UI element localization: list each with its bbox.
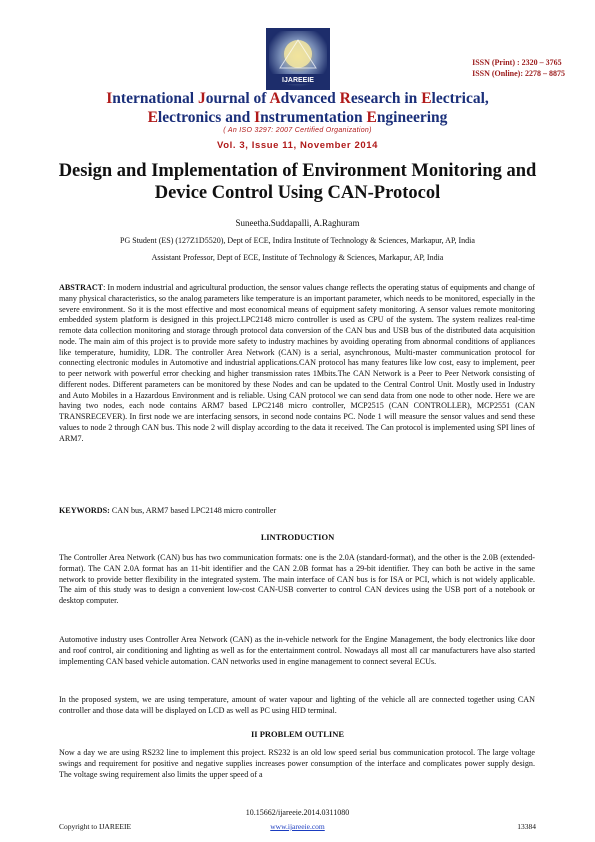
keywords-label: KEYWORDS: [59,506,110,515]
paper-title: Design and Implementation of Environment Monitoring and Device Control Using CAN-Protocol [58,161,537,203]
affiliation-1: PG Student (ES) (127Z1D5520), Dept of ECE, Indira Institute of Technology & Sciences, Markapur, AP, India [120,236,475,245]
page-number: 13384 [517,822,536,831]
paper-authors: Suneetha.Suddapalli, A.Raghuram [235,218,360,228]
website-link[interactable]: www.ijareeie.com [270,822,325,831]
iso-certification: ( An ISO 3297: 2007 Certified Organization) [223,127,372,134]
volume-issue: Vol. 3, Issue 11, November 2014 [216,140,378,151]
issn-online: ISSN (Online): 2278 – 8875 [472,69,565,78]
keywords-text: CAN bus, ARM7 based LPC2148 micro controller [109,506,277,515]
doi: 10.15662/ijareeie.2014.0311080 [245,808,350,817]
problem-paragraph-1: Now a day we are using RS232 line to implement this project. RS232 is an old low speed serial bus communication protocol. The large voltage swings and requirement for positive and negative supplies increases power consumption of the interface and complicates power supply design. The voltage swing requirement also limits the upper speed of a [59,748,535,779]
intro-paragraph-1: The Controller Area Network (CAN) bus has two communication formats: one is the 2.0A (standard-format), and the other is the 2.0B (extended-format). The CAN 2.0A format has an 11-bit identifier and the CAN 2.0B format has a 29-bit identifier. They can both be active in the same network to provide better flexibility in the integrated system. The main interface of CAN bus is for ISA or PCI, which is not widely applicable. The aim of this study was to design a convenient low-cost CAN-USB converter to control CAN devices using the USB port of a notebook or desktop computer. [59,553,535,605]
section-heading-problem-outline: II PROBLEM OUTLINE [250,729,345,739]
keywords [59,506,535,517]
logo-text: IJAREEIE [282,77,314,84]
intro-paragraph-2: Automotive industry uses Controller Area Network (CAN) as the in-vehicle network for the Engine Management, the body electronics like door and roof control, air conditioning and lighting as well as for the entertainment control. Nowadays all most all car manufacturers have also started implementing CAN based vehicle automation. CAN networks used in engine management to connect several ECUs. [59,635,535,666]
issn-block [472,57,565,79]
journal-line-1: International Journal of Advanced Research in Electrical, [106,90,489,107]
section-heading-introduction: I.INTRODUCTION [260,532,335,542]
issn-print: ISSN (Print) : 2320 – 3765 [472,58,562,67]
journal-logo [266,28,330,90]
affiliation-2: Assistant Professor, Dept of ECE, Institute of Technology & Sciences, Markapur, AP, India [151,253,444,262]
journal-name [0,89,595,127]
abstract-text: : In modern industrial and agricultural production, the sensor values change reflects the operating status of equipments and change of many physical characteristics, so the analog parameters like temperature is an important parameter, which needs to be monitored, especially in the severe environment. So it is the most effective and most economical means of equipment safety monitoring. A sensor values remote monitoring embedded system platform is designed in this project.LPC2148 micro controller is used as CPU of the system. The system realizes real-time remote data collection monitoring and storage through protocol data conversion of the CAN bus and USB bus of the distributed data acquisition node. The main aim of this project is to provide more safety to industry machines by avoiding operating from abnormal conditions of appliances like temperature, humidity, LDR. The controller Area Network (CAN) is a serial, asynchronous, Multi-master communication protocol for connecting electronic modules in Automotive and industrial applications.CAN protocol has many features like low cost, easy to implement, peer to peer network with powerful error checking and higher transmission rates 1Mbits.The CAN Network is a Peer to Peer Network consisting of different nodes. Different parameters can be monitored by these Nodes and can be updated to the Central Control Unit. Mostly used in Industry and Auto Mobiles in a Hazardous Environment and is reliable. Using CAN protocol we can send data from one node to other node. Here we are having two nodes, each node contains ARM7 based LPC2148 micro controller, MCP2515 (CAN CONTROLLER), MCP2551 (CAN TRANSRECEVER). In first node we are interfacing sensors, in second node contains PC. Node 1 will measure the sensor values and send these values to node 2 through CAN bus. This node 2 will display according to the data it received. The Can protocol is implemented using SPI lines of ARM7. [59,283,535,443]
abstract-label: ABSTRACT [59,283,104,292]
copyright: Copyright to IJAREEIE [59,822,132,831]
abstract [59,283,535,444]
journal-line-2: Electronics and Instrumentation Engineering [147,109,448,126]
intro-paragraph-3: In the proposed system, we are using temperature, amount of water vapour and lighting of the vehicle all are connected together using CAN controller and those data will be displayed on LCD as well as PC using HID terminal. [59,695,535,715]
